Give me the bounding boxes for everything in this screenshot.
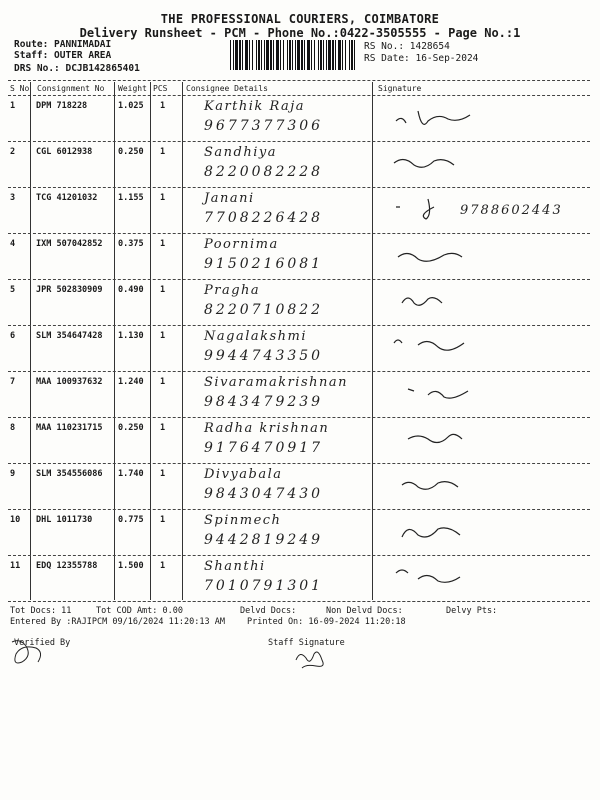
table-row (8, 143, 590, 187)
table-row (8, 557, 590, 601)
row-consignment-no: TCG 41201032 (36, 193, 98, 203)
row-sno: 5 (10, 285, 16, 295)
consignee-phone: 9843047430 (204, 486, 324, 502)
recipient-signature (388, 423, 548, 455)
row-consignment-no: JPR 502830909 (36, 285, 103, 295)
consignee-name: Radha krishnan (204, 421, 330, 436)
recipient-signature (388, 193, 548, 225)
non-delivered-docs: Non Delvd Docs: (326, 606, 403, 616)
row-weight: 1.025 (118, 101, 144, 111)
row-weight: 0.490 (118, 285, 144, 295)
consignee-phone: 7708226428 (204, 210, 324, 226)
row-consignment-no: DHL 1011730 (36, 515, 93, 525)
row-sno: 7 (10, 377, 16, 387)
consignee-name: Divyabala (204, 467, 283, 482)
recipient-signature (388, 515, 548, 547)
table-row (8, 465, 590, 509)
row-pcs: 1 (160, 515, 166, 525)
table-row (8, 189, 590, 233)
entered-by: Entered By :RAJIPCM 09/16/2024 11:20:13 AM (10, 617, 225, 627)
col-consignee: Consignee Details (186, 84, 268, 93)
row-sno: 2 (10, 147, 16, 157)
col-sno: S No (10, 84, 30, 93)
row-pcs: 1 (160, 331, 166, 341)
staff-signature-mark (292, 646, 332, 672)
delivered-docs: Delvd Docs: (240, 606, 297, 616)
consignee-name: Sandhiya (204, 145, 277, 160)
row-consignment-no: MAA 100937632 (36, 377, 103, 387)
row-pcs: 1 (160, 193, 166, 203)
consignee-name: Pragha (204, 283, 261, 298)
recipient-signature (388, 331, 548, 363)
recipient-signature (388, 285, 548, 317)
row-sno: 1 (10, 101, 16, 111)
signature-phone-note: 9788602443 (460, 203, 563, 218)
row-consignment-no: EDQ 12355788 (36, 561, 98, 571)
row-weight: 1.130 (118, 331, 144, 341)
row-consignment-no: SLM 354556086 (36, 469, 103, 479)
row-sno: 3 (10, 193, 16, 203)
consignee-name: Poornima (204, 237, 279, 252)
table-row (8, 373, 590, 417)
consignee-phone: 7010791301 (204, 578, 324, 594)
row-weight: 0.250 (118, 147, 144, 157)
verifier-signature (8, 636, 58, 672)
row-pcs: 1 (160, 423, 166, 433)
printed-on: Printed On: 16-09-2024 11:20:18 (247, 617, 406, 627)
consignee-name: Karthik Raja (204, 99, 306, 114)
drs-number: DRS No.: DCJB142865401 (14, 63, 140, 74)
recipient-signature (388, 239, 548, 271)
row-consignment-no: SLM 354647428 (36, 331, 103, 341)
runsheet-subtitle: Delivery Runsheet - PCM - Phone No.:0422-3505555 - Page No.:1 (79, 26, 521, 40)
consignee-name: Spinmech (204, 513, 282, 528)
consignee-phone: 9176470917 (204, 440, 324, 456)
total-cod: Tot COD Amt: 0.00 (96, 606, 183, 616)
consignee-name: Shanthi (204, 559, 266, 574)
consignee-name: Janani (204, 191, 255, 206)
recipient-signature (388, 147, 548, 179)
row-sno: 8 (10, 423, 16, 433)
row-consignment-no: IXM 507042852 (36, 239, 103, 249)
row-pcs: 1 (160, 561, 166, 571)
consignee-phone: 9150216081 (204, 256, 324, 272)
row-pcs: 1 (160, 239, 166, 249)
consignee-phone: 9944743350 (204, 348, 324, 364)
total-docs: Tot Docs: 11 (10, 606, 72, 616)
row-weight: 0.775 (118, 515, 144, 525)
col-pcs: PCS (153, 84, 168, 93)
consignee-name: Nagalakshmi (204, 329, 308, 344)
row-consignment-no: CGL 6012938 (36, 147, 93, 157)
recipient-signature (388, 469, 548, 501)
rs-date: RS Date: 16-Sep-2024 (364, 53, 479, 64)
col-signature: Signature (378, 84, 422, 93)
consignee-name: Sivaramakrishnan (204, 375, 348, 390)
table-row (8, 419, 590, 463)
row-pcs: 1 (160, 469, 166, 479)
company-title: THE PROFESSIONAL COURIERS, COIMBATORE (160, 12, 440, 26)
row-weight: 0.375 (118, 239, 144, 249)
row-weight: 1.155 (118, 193, 144, 203)
row-weight: 1.240 (118, 377, 144, 387)
row-pcs: 1 (160, 147, 166, 157)
row-weight: 0.250 (118, 423, 144, 433)
row-sno: 4 (10, 239, 16, 249)
col-weight: Weight (118, 84, 147, 93)
delivery-points: Delvy Pts: (446, 606, 498, 616)
row-sno: 11 (10, 561, 21, 571)
staff-signature-label: Staff Signature (268, 638, 345, 648)
table-row (8, 327, 590, 371)
rs-number: RS No.: 1428654 (364, 41, 450, 52)
consignee-phone: 8220082228 (204, 164, 324, 180)
route-label: Route: PANNIMADAI (14, 39, 112, 50)
row-sno: 6 (10, 331, 16, 341)
table-row (8, 235, 590, 279)
consignee-phone: 9442819249 (204, 532, 324, 548)
row-pcs: 1 (160, 377, 166, 387)
barcode (230, 40, 358, 70)
row-consignment-no: DPM 718228 (36, 101, 88, 111)
consignee-phone: 8220710822 (204, 302, 324, 318)
recipient-signature (388, 377, 548, 409)
recipient-signature (388, 561, 548, 593)
row-sno: 10 (10, 515, 21, 525)
row-sno: 9 (10, 469, 16, 479)
staff-label: Staff: OUTER AREA (14, 50, 112, 61)
row-pcs: 1 (160, 101, 166, 111)
recipient-signature (388, 101, 548, 133)
row-consignment-no: MAA 110231715 (36, 423, 103, 433)
col-consignment: Consignment No (37, 84, 105, 93)
table-row (8, 281, 590, 325)
consignee-phone: 9677377306 (204, 118, 324, 134)
table-row (8, 97, 590, 141)
row-weight: 1.500 (118, 561, 144, 571)
consignee-phone: 9843479239 (204, 394, 324, 410)
row-weight: 1.740 (118, 469, 144, 479)
verified-by-label: Verified By (14, 638, 71, 648)
table-row (8, 511, 590, 555)
row-pcs: 1 (160, 285, 166, 295)
